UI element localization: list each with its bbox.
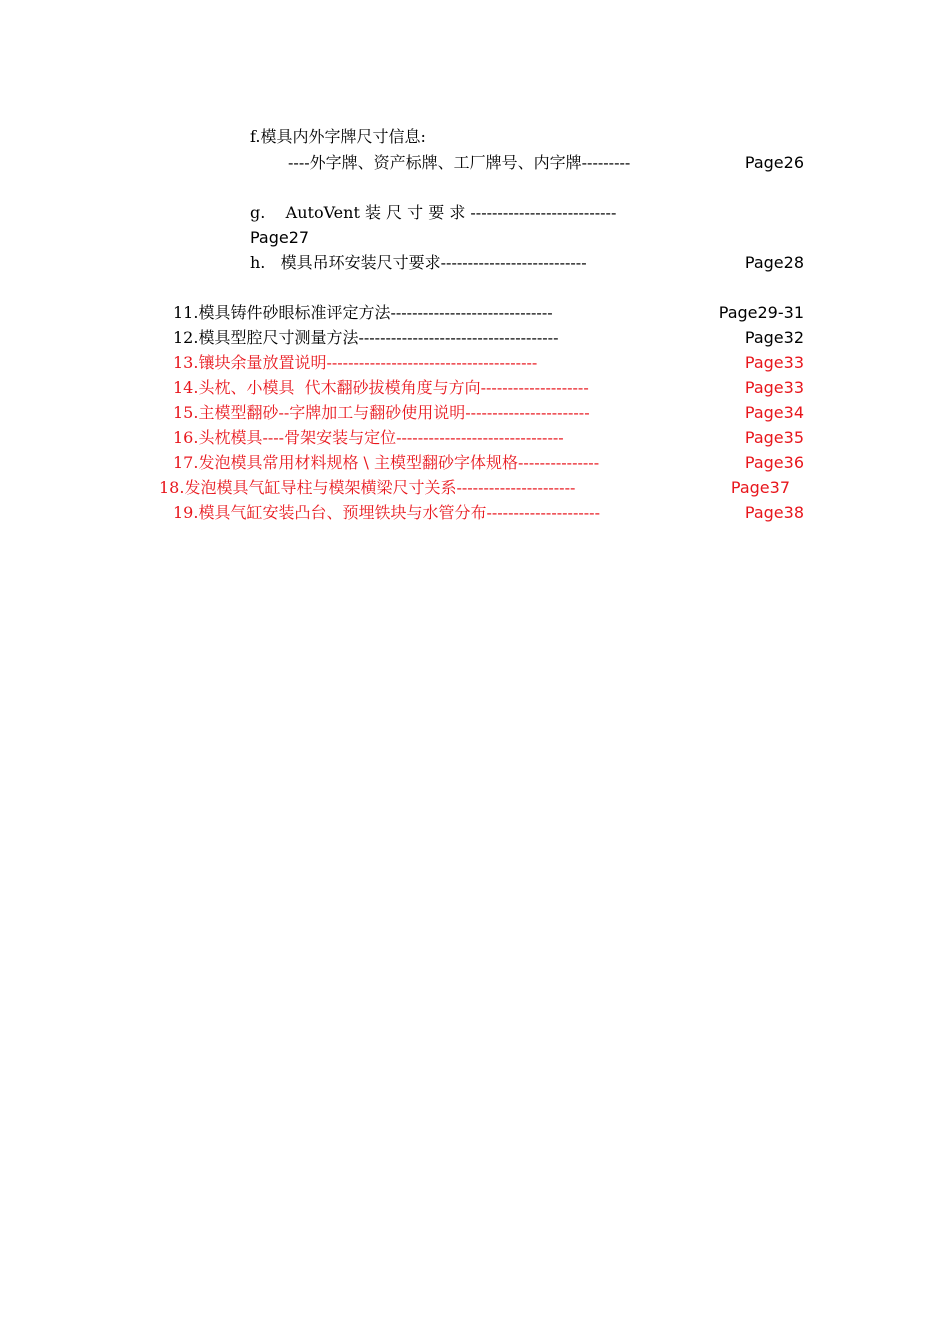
toc-entry-page[interactable]: Page34 <box>744 403 804 422</box>
toc-subitem-g-title: g. AutoVent 装 尺 寸 要 求 --------------------------- <box>250 203 617 222</box>
toc-entry-page[interactable]: Page29-31 <box>718 303 804 322</box>
toc-subitem-g-page[interactable]: Page27 <box>250 228 310 247</box>
toc-subitem-f-page[interactable]: Page26 <box>744 153 804 172</box>
toc-entry-page[interactable]: Page38 <box>744 503 804 522</box>
toc-entry-page[interactable]: Page33 <box>744 353 804 372</box>
toc-entry-label: 17.发泡模具常用材料规格 \ 主模型翻砂字体规格--------------- <box>173 453 600 472</box>
toc-entry-page[interactable]: Page37 <box>730 478 790 497</box>
toc-subitem-h-page[interactable]: Page28 <box>744 253 804 272</box>
toc-entry-label: 19.模具气缸安装凸台、预埋铁块与水管分布--------------------- <box>173 503 600 522</box>
toc-entry-label: 16.头枕模具----骨架安装与定位------------------------------- <box>173 428 564 447</box>
toc-entry-page[interactable]: Page36 <box>744 453 804 472</box>
toc-entry-label: 13.镶块余量放置说明--------------------------------------- <box>173 353 538 372</box>
toc-entry-label: 18.发泡模具气缸导柱与模架横梁尺寸关系---------------------- <box>159 478 576 497</box>
toc-entry-page[interactable]: Page33 <box>744 378 804 397</box>
toc-subitem-f-title: f.模具内外字牌尺寸信息: <box>250 127 426 146</box>
toc-entry-label: 15.主模型翻砂--字牌加工与翻砂使用说明----------------------- <box>173 403 590 422</box>
toc-entry-page[interactable]: Page35 <box>744 428 804 447</box>
toc-entry-label: 12.模具型腔尺寸测量方法------------------------------------- <box>173 328 559 347</box>
toc-entry-label: 11.模具铸件砂眼标准评定方法------------------------------ <box>173 303 553 322</box>
toc-subitem-f-detail: ----外字牌、资产标牌、工厂牌号、内字牌--------- <box>288 153 631 172</box>
toc-entry-label: 14.头枕、小模具 代木翻砂拔模角度与方向-------------------- <box>173 378 589 397</box>
toc-subitem-h-title: h. 模具吊环安装尺寸要求--------------------------- <box>250 253 587 272</box>
toc-entry-page[interactable]: Page32 <box>744 328 804 347</box>
